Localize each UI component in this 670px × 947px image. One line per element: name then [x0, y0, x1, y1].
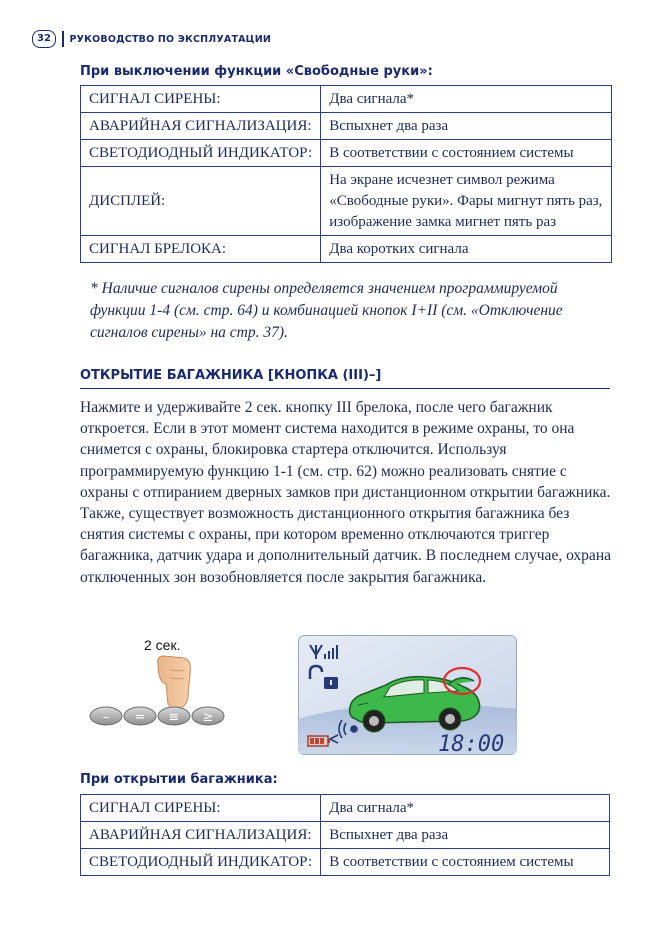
table-row — [81, 140, 612, 167]
section-heading-trunk-opened: При открытии багажника: — [80, 772, 278, 787]
row-value: Вспыхнет два раза — [321, 822, 610, 849]
remote-button-1 — [90, 707, 122, 725]
remote-button-3-pressed — [158, 707, 190, 725]
table-row — [81, 113, 612, 140]
row-key: СВЕТОДИОДНЫЙ ИНДИКАТОР: — [81, 849, 321, 876]
table-row — [81, 167, 612, 236]
row-key: СИГНАЛ СИРЕНЫ: — [81, 86, 321, 113]
row-value: На экране исчезнет символ режима «Свободные руки». Фары мигнут пять раз, изображение замка мигнет пять раз — [321, 167, 612, 236]
page-header — [32, 30, 271, 48]
trunk-opened-table — [80, 794, 610, 876]
trunk-open-paragraph: Нажмите и удерживайте 2 сек. кнопку III брелока, после чего багажник откроется. Если в этот момент система находится в режиме охраны, то она снимется с охраны, блокировка стартера отключится. Используя программируемую функцию 1-1 (см. стр. 62) можно реализовать снятие с охраны с отпиранием дверных замков при дистанционном открытии багажника. Также, существует возможность дистанционного открытия багажника без снятия системы с охраны, при котором временно отключаются триггер багажника, датчик удара и дополнительный датчик. В последнем случае, охрана отключенных зон возобновляется после закрытия багажника. — [80, 399, 611, 586]
row-value: В соответствии с состоянием системы — [321, 140, 612, 167]
page-number: 32 — [32, 30, 56, 48]
row-key: АВАРИЙНАЯ СИГНАЛИЗАЦИЯ: — [81, 822, 321, 849]
row-value: В соответствии с состоянием системы — [321, 849, 610, 876]
row-key: СВЕТОДИОДНЫЙ ИНДИКАТОР: — [81, 140, 321, 167]
finger-press-icon — [158, 656, 191, 709]
row-key: ДИСПЛЕЙ: — [81, 167, 321, 236]
remote-buttons-illustration — [88, 634, 238, 734]
section-heading-trunk-open: ОТКРЫТИЕ БАГАЖНИКА [КНОПКА (III)–] — [80, 368, 610, 389]
row-value: Два коротких сигнала — [321, 236, 612, 263]
remote-lcd-display — [298, 635, 517, 755]
button-label: = — [134, 710, 146, 725]
display-time: 18:00 — [438, 732, 505, 755]
button-label: ≥ — [202, 710, 214, 725]
button-label: ≡ — [168, 710, 180, 725]
siren-footnote: * Наличие сигналов сирены определяется значением программируемой функции 1-4 (см. стр. 64) и комбинацией кнопок I+II (см. «Отключение сигналов сирены» на стр. 37). — [90, 280, 563, 341]
section-heading-handsfree-off: При выключении функции «Свободные руки»: — [80, 64, 433, 79]
header-divider — [62, 31, 64, 47]
table-row — [81, 849, 610, 876]
row-key: СИГНАЛ БРЕЛОКА: — [81, 236, 321, 263]
row-value: Два сигнала* — [321, 795, 610, 822]
row-key: СИГНАЛ СИРЕНЫ: — [81, 795, 321, 822]
remote-button-4 — [192, 707, 224, 725]
row-value: Два сигнала* — [321, 86, 612, 113]
remote-button-2 — [124, 707, 156, 725]
header-title: РУКОВОДСТВО ПО ЭКСПЛУАТАЦИИ — [69, 33, 271, 45]
row-value: Вспыхнет два раза — [321, 113, 612, 140]
table-row — [81, 795, 610, 822]
row-key: АВАРИЙНАЯ СИГНАЛИЗАЦИЯ: — [81, 113, 321, 140]
table-row — [81, 236, 612, 263]
table-row — [81, 822, 610, 849]
table-row — [81, 86, 612, 113]
handsfree-off-table — [80, 85, 612, 263]
press-duration-label: 2 сек. — [144, 637, 181, 653]
button-label: – — [102, 710, 110, 725]
